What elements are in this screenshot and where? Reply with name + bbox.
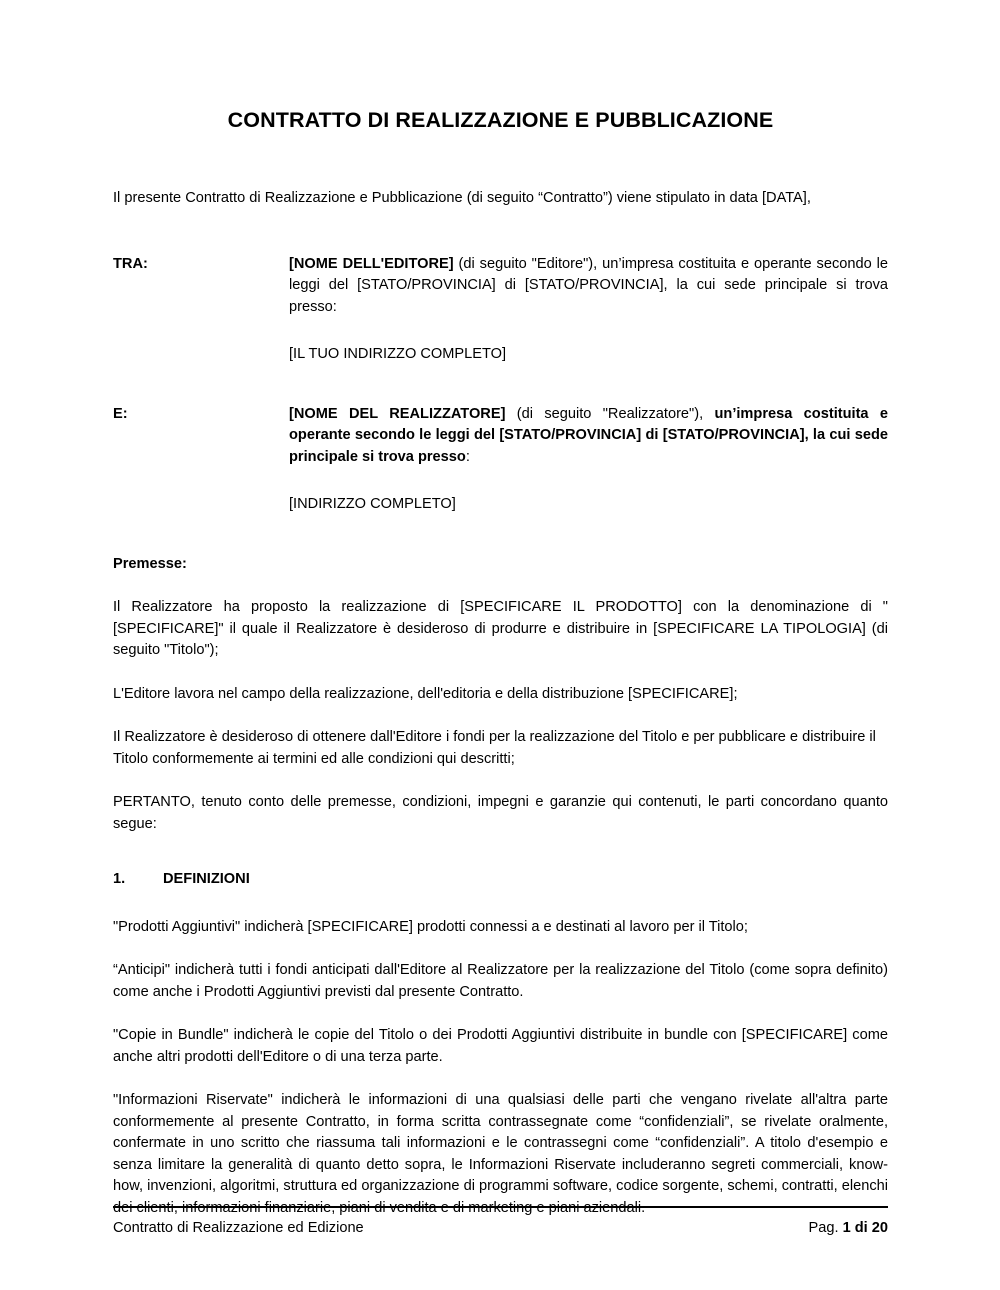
spacer — [113, 366, 888, 404]
party-publisher — [113, 254, 888, 366]
party-producer — [113, 404, 888, 516]
spacer — [289, 468, 888, 494]
spacer — [113, 705, 888, 727]
definition-paragraph: “Anticipi" indicherà tutti i fondi anticipati dall'Editore al Realizzatore per la realizzazione del Titolo (come sopra definito) come anche i Prodotti Aggiuntivi previsti dal presente Contratto. — [113, 962, 888, 1000]
spacer — [113, 891, 888, 917]
definition-paragraph: "Informazioni Riservate" indicherà le informazioni di una qualsiasi delle parti che vengano rivelate all'altra parte conformemente al presente Contratto, in forma scritta contrassegnate come “confidenziali”, se rivelate oralmente, confermate in uno scritto che riassuma tali informazioni e le contrassegni come “confidenziali”. A titolo d'esempio e senza limitare la generalità di quanto detto sopra, le Informazioni Riservate includeranno segreti commerciali, know-how, invenzioni, algoritmi, struttura ed organizzazione di programmi software, codice sorgente, schemi, contratti, elenchi dei clienti, informazioni finanziarie, piani di vendita e di marketing e piani aziendali. — [113, 1092, 888, 1216]
footer-page-number — [808, 1218, 888, 1240]
footer-document-name: Contratto di Realizzazione ed Edizione — [113, 1220, 364, 1236]
recital-paragraph: Il Realizzatore ha proposto la realizzazione di [SPECIFICARE IL PRODOTTO] con la denominazione di "[SPECIFICARE]" il quale il Realizzatore è desideroso di produrre e distribuire in [SPECIFICARE LA TIPOLOGIA] (di seguito "Titolo"); — [113, 599, 888, 658]
spacer — [113, 1068, 888, 1090]
party-producer-text — [289, 404, 888, 469]
recital-paragraph: L'Editore lavora nel campo della realizzazione, dell'editoria e della distribuzione [SPECIFICARE]; — [113, 685, 738, 702]
definition-paragraph: "Copie in Bundle" indicherà le copie del Titolo o dei Prodotti Aggiuntivi distribuite in bundle con [SPECIFICARE] come anche altri prodotti dell'Editore o di una terza parte. — [113, 1027, 888, 1065]
party-producer-tail: : — [465, 448, 470, 465]
party-producer-name: [NOME DEL REALIZZATORE] — [289, 405, 506, 422]
spacer — [113, 210, 888, 254]
party-publisher-address: [IL TUO INDIRIZZO COMPLETO] — [289, 346, 507, 362]
party-publisher-name: [NOME DELL'EDITORE] — [289, 255, 454, 272]
section-heading-definizioni — [113, 869, 888, 891]
section-number: 1. — [113, 871, 126, 887]
spacer — [113, 835, 888, 869]
spacer — [113, 770, 888, 792]
spacer — [113, 516, 888, 554]
party-publisher-description: (di seguito "Editore"), un’impresa costituita e operante secondo le leggi del [STATO/PROVINCIA] di [STATO/PROVINCIA], la cui sede principale si trova presso: — [289, 255, 888, 315]
spacer — [113, 1003, 888, 1025]
page-title: CONTRATTO DI REALIZZAZIONE E PUBBLICAZIONE — [227, 108, 774, 132]
page-footer — [113, 1206, 888, 1240]
spacer — [113, 662, 888, 684]
spacer — [113, 938, 888, 960]
party-publisher-label: TRA: — [113, 255, 148, 272]
party-publisher-body — [289, 254, 888, 366]
recital-paragraph: PERTANTO, tenuto conto delle premesse, condizioni, impegni e garanzie qui contenuti, le parti concordano quanto segue: — [113, 794, 888, 832]
spacer — [113, 575, 888, 597]
footer-page-prefix: Pag. — [808, 1220, 843, 1236]
party-producer-label: E: — [113, 405, 128, 422]
section-title: DEFINIZIONI — [163, 871, 250, 887]
party-publisher-text — [289, 254, 888, 319]
recitals-label: Premesse: — [113, 555, 187, 572]
party-producer-mid: (di seguito "Realizzatore"), — [505, 405, 715, 422]
spacer — [113, 133, 888, 188]
party-producer-body — [289, 404, 888, 516]
intro-paragraph: Il presente Contratto di Realizzazione e Pubblicazione (di seguito “Contratto”) viene stipulato in data [DATA], — [113, 190, 811, 206]
footer-row — [113, 1208, 888, 1240]
document-body — [113, 0, 888, 1219]
party-producer-bold-clause: un’impresa costituita e operante secondo le leggi del [STATO/PROVINCIA] di [STATO/PROVINCIA], la cui sede principale si trova presso — [289, 405, 889, 465]
party-producer-address: [INDIRIZZO COMPLETO] — [289, 496, 456, 512]
recital-paragraph: Il Realizzatore è desideroso di ottenere dall'Editore i fondi per la realizzazione del Titolo e per pubblicare e distribuire il Titolo conformemente ai termini ed alle condizioni qui descritti; — [113, 729, 876, 767]
footer-page-value: 1 di 20 — [842, 1220, 888, 1236]
definition-paragraph: "Prodotti Aggiuntivi" indicherà [SPECIFICARE] prodotti connessi a e destinati al lavoro per il Titolo; — [113, 918, 748, 935]
spacer — [289, 318, 888, 344]
